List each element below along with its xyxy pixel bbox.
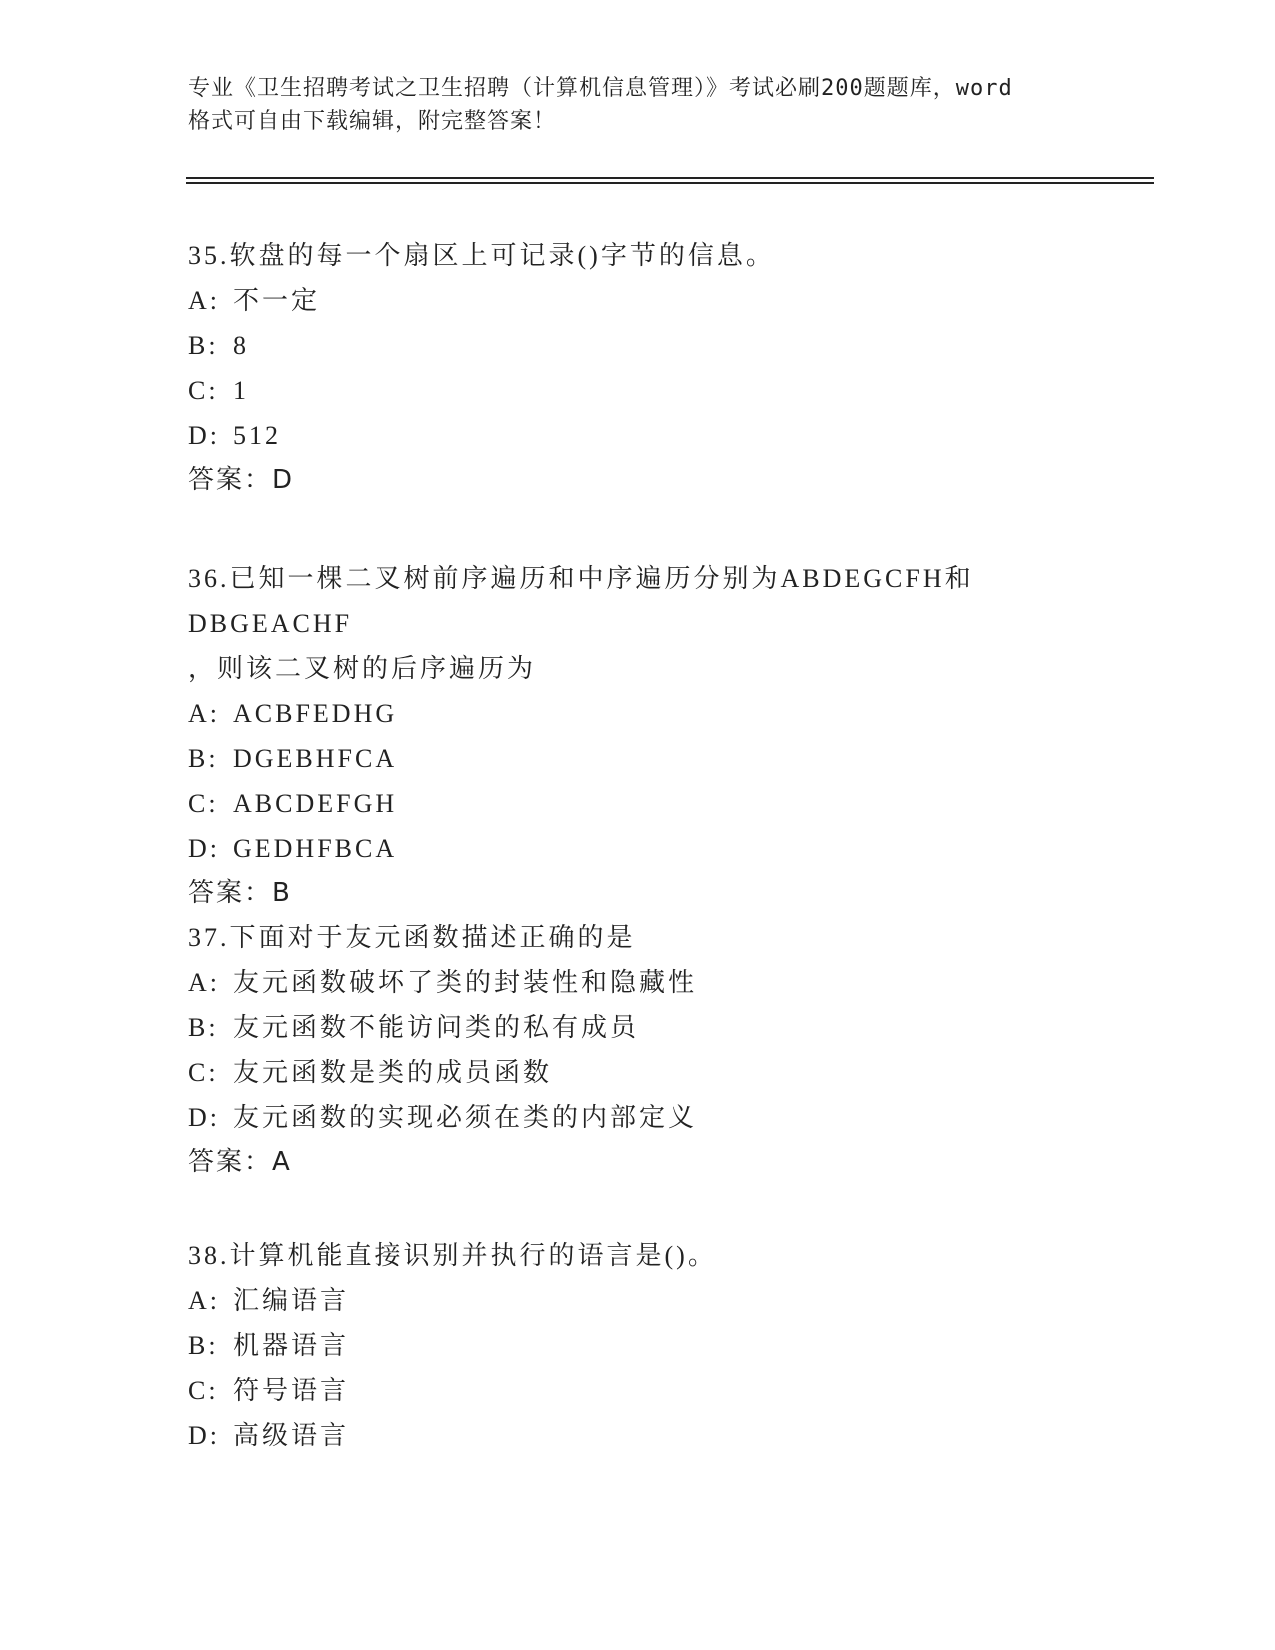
option-text: 512 bbox=[233, 421, 281, 450]
header-divider-top bbox=[186, 177, 1154, 179]
question-stem-line: 35.软盘的每一个扇区上可记录()字节的信息。 bbox=[188, 241, 775, 270]
option-text: 友元函数的实现必须在类的内部定义 bbox=[233, 1103, 698, 1132]
option-letter: C: bbox=[188, 789, 219, 818]
question-stem bbox=[188, 915, 1088, 960]
option-letter: D: bbox=[188, 421, 220, 450]
question-stem-line: 37.下面对于友元函数描述正确的是 bbox=[188, 923, 636, 952]
question-stem bbox=[188, 233, 1088, 278]
option-text: 不一定 bbox=[233, 286, 321, 315]
option-text: GEDHFBCA bbox=[233, 834, 398, 863]
option-text: ACBFEDHG bbox=[233, 699, 398, 728]
option-c bbox=[188, 368, 1088, 413]
option-b bbox=[188, 736, 1088, 781]
document-header bbox=[188, 72, 1088, 138]
option-b bbox=[188, 323, 1088, 368]
question-36 bbox=[188, 556, 1088, 916]
option-letter: D: bbox=[188, 1421, 220, 1450]
option-c bbox=[188, 1368, 1088, 1413]
option-d bbox=[188, 826, 1088, 871]
option-d bbox=[188, 1413, 1088, 1458]
option-text: 友元函数是类的成员函数 bbox=[233, 1058, 553, 1087]
option-text: ABCDEFGH bbox=[233, 789, 398, 818]
option-letter: B: bbox=[188, 1331, 219, 1360]
header-divider-bottom bbox=[186, 182, 1154, 184]
option-letter: B: bbox=[188, 744, 219, 773]
option-d bbox=[188, 1095, 1088, 1140]
option-text: 1 bbox=[233, 376, 249, 405]
option-text: 8 bbox=[233, 331, 249, 360]
answer-line: 答案：D bbox=[188, 465, 295, 495]
question-38 bbox=[188, 1233, 1088, 1458]
question-stem-line: 36.已知一棵二叉树前序遍历和中序遍历分别为ABDEGCFH和DBGEACHF bbox=[188, 564, 974, 638]
option-a bbox=[188, 691, 1088, 736]
option-c bbox=[188, 1050, 1088, 1095]
answer-line: 答案：B bbox=[188, 878, 292, 908]
question-35 bbox=[188, 233, 1088, 503]
option-letter: B: bbox=[188, 331, 219, 360]
option-text: 友元函数破坏了类的封装性和隐藏性 bbox=[233, 968, 698, 997]
answer-line: 答案：A bbox=[188, 1147, 292, 1177]
option-letter: C: bbox=[188, 1376, 219, 1405]
option-letter: A: bbox=[188, 699, 220, 728]
option-a bbox=[188, 1278, 1088, 1323]
option-a bbox=[188, 278, 1088, 323]
option-b bbox=[188, 1005, 1088, 1050]
option-b bbox=[188, 1323, 1088, 1368]
option-letter: A: bbox=[188, 968, 220, 997]
option-letter: C: bbox=[188, 1058, 219, 1087]
question-stem bbox=[188, 1233, 1088, 1278]
option-a bbox=[188, 960, 1088, 1005]
question-37 bbox=[188, 915, 1088, 1185]
option-text: DGEBHFCA bbox=[233, 744, 398, 773]
option-letter: C: bbox=[188, 376, 219, 405]
option-text: 机器语言 bbox=[233, 1331, 350, 1360]
header-line-2: 格式可自由下载编辑，附完整答案！ bbox=[188, 109, 557, 134]
question-stem-line: 38.计算机能直接识别并执行的语言是()。 bbox=[188, 1241, 717, 1270]
option-text: 友元函数不能访问类的私有成员 bbox=[233, 1013, 640, 1042]
option-letter: A: bbox=[188, 286, 220, 315]
header-line-1: 专业《卫生招聘考试之卫生招聘（计算机信息管理）》考试必刷200题题库，word bbox=[188, 76, 1013, 101]
option-c bbox=[188, 781, 1088, 826]
option-text: 高级语言 bbox=[233, 1421, 350, 1450]
option-d bbox=[188, 413, 1088, 458]
option-text: 符号语言 bbox=[233, 1376, 350, 1405]
option-letter: D: bbox=[188, 834, 220, 863]
option-text: 汇编语言 bbox=[233, 1286, 350, 1315]
question-stem-line: ，则该二叉树的后序遍历为 bbox=[188, 654, 537, 683]
option-letter: A: bbox=[188, 1286, 220, 1315]
option-letter: B: bbox=[188, 1013, 219, 1042]
question-stem bbox=[188, 556, 1088, 691]
option-letter: D: bbox=[188, 1103, 220, 1132]
